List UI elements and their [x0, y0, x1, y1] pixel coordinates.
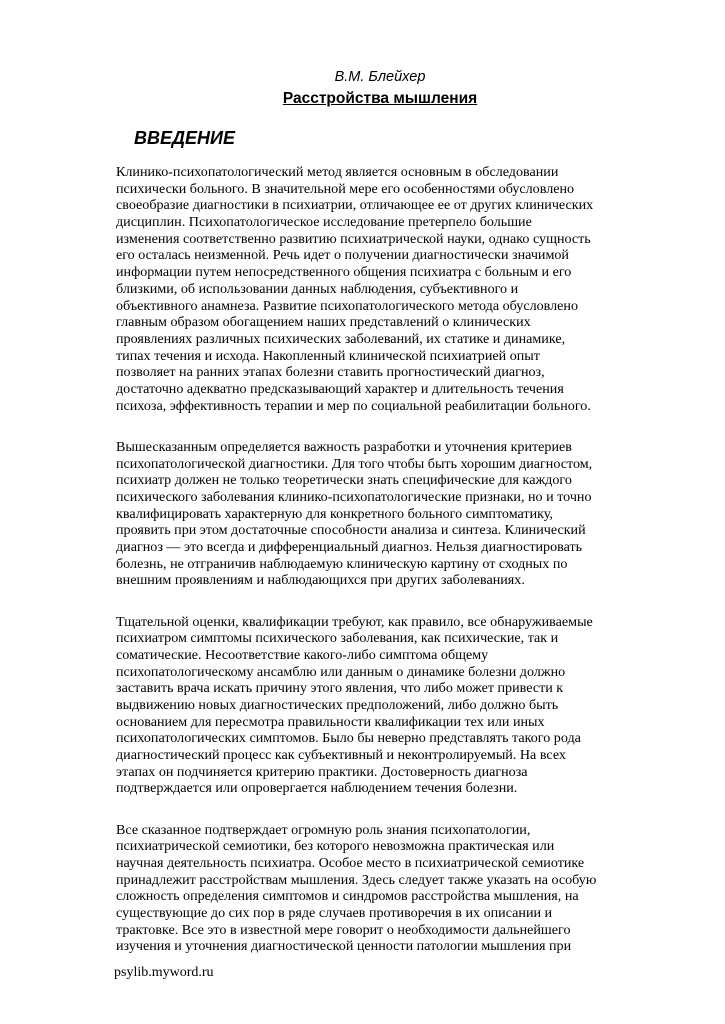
text-line: психического заболевания клинико-психопатологические признаки, но и точно — [116, 488, 592, 505]
text-line: диагностический процесс как субъективный и неконтролируемый. На всех — [116, 747, 566, 763]
text-line: психиатр должен не только теоретически знать специфические для каждого — [116, 472, 572, 489]
text-line: выдвижению новых диагностических предположений, либо должно быть — [116, 696, 559, 713]
text-line: диагноз — это всегда и дифференциальный диагноз. Нельзя диагностировать — [116, 538, 583, 555]
text-line: существующие до сих пор в ряде случаев противоречия в их описании и — [116, 905, 553, 921]
paragraph-4 — [116, 822, 616, 956]
text-line: Все сказанное подтверждает огромную роль знания психопатологии, — [116, 821, 531, 838]
text-line: близкими, об использовании данных наблюдения, субъективного и — [116, 280, 519, 297]
text-line: болезнь, не отграничив наблюдаемую клиническую картину от сходных по — [116, 555, 568, 572]
body-text — [116, 164, 616, 980]
author-name: В.М. Блейхер — [334, 69, 426, 85]
section-heading: ВВЕДЕНИЕ — [134, 128, 235, 148]
text-line: объективного анамнеза. Развитие психопатологического метода обусловлено — [116, 297, 579, 314]
text-line: достаточно адекватно предсказывающий характер и длительность течения — [116, 380, 564, 397]
text-line: информации путем непосредственного общения психиатра с больным и его — [116, 264, 572, 281]
text-line: заставить врача искать причину этого явления, что либо может привести к — [116, 680, 564, 697]
text-line: Тщательной оценки, квалификации требуют, как правило, все обнаруживаемые — [116, 613, 593, 630]
text-line: психиатром симптомы психического заболевания, как психические, так и — [116, 630, 559, 647]
text-line: сложность определения симптомов и синдромов расстройства мышления, на — [116, 888, 579, 905]
text-line: проявлениях различных психических заболеваний, их статике и динамике, — [116, 330, 566, 347]
text-line: научная деятельность психиатра. Особое место в психиатрической семиотике — [116, 854, 585, 871]
paragraph-1 — [116, 164, 616, 414]
text-line: дисциплин. Психопатологическое исследование претерпело большие — [116, 214, 532, 231]
text-line: типах течения и исхода. Накопленный клинической психиатрией опыт — [116, 347, 540, 364]
text-line: изучения и уточнения диагностической ценности патологии мышления при — [116, 938, 572, 955]
text-line: принадлежит расстройствам мышления. Здесь следует также указать на особую — [116, 871, 597, 888]
paragraph-2 — [116, 439, 616, 589]
source-footer: psylib.myword.ru — [114, 965, 214, 980]
text-line: изменения соответственно развитию психиатрической науки, однако сущность — [116, 230, 591, 247]
text-line: его осталась неизменной. Речь идет о получении диагностически значимой — [116, 247, 569, 264]
text-line: своеобразие диагностики в психиатрии, отличающее ее от других клинических — [116, 197, 594, 214]
text-line: соматические. Несоответствие какого-либо симптома общему — [116, 646, 489, 663]
text-line: Клинико-психопатологический метод является основным в обследовании — [116, 164, 559, 180]
text-line: Вышесказанным определяется важность разработки и уточнения критериев — [116, 438, 572, 455]
text-line: позволяет на ранних этапах болезни ставить прогностический диагноз, — [116, 364, 545, 381]
text-line: психически больного. В значительной мере его особенностями обусловлено — [116, 180, 575, 197]
text-line: этапах он подчиняется критерию практики. Достоверность диагноза — [116, 763, 528, 780]
text-line: психопатологической диагностики. Для того чтобы быть хорошим диагностом, — [116, 455, 593, 472]
text-line: проявить при этом достаточные способности анализа и синтеза. Клинический — [116, 522, 586, 539]
text-line: психиатрической семиотики, без которого невозможна практическая или — [116, 838, 555, 855]
text-line: основанием для пересмотра правильности квалификации тех или иных — [116, 713, 545, 730]
paragraph-3 — [116, 614, 616, 798]
text-line: подтверждается или опровергается наблюдением течения болезни. — [116, 780, 518, 797]
text-line: квалифицировать характерную для конкретного больного симптоматику, — [116, 505, 553, 522]
text-line: главным образом обогащением наших представлений о клинических — [116, 314, 531, 331]
text-line: психопатологическому ансамблю или данным о динамике болезни должно — [116, 663, 566, 680]
text-line: психоза, эффективность терапии и мер по социальной реабилитации больного. — [116, 397, 591, 414]
text-line: трактовке. Все это в известной мере говорит о необходимости дальнейшего — [116, 921, 571, 938]
text-line: психопатологических симптомов. Было бы неверно представлять такого рода — [116, 730, 581, 747]
document-title: Расстройства мышления — [282, 90, 478, 107]
text-line: внешним проявлениям и наблюдающихся при других заболеваниях. — [116, 572, 525, 589]
